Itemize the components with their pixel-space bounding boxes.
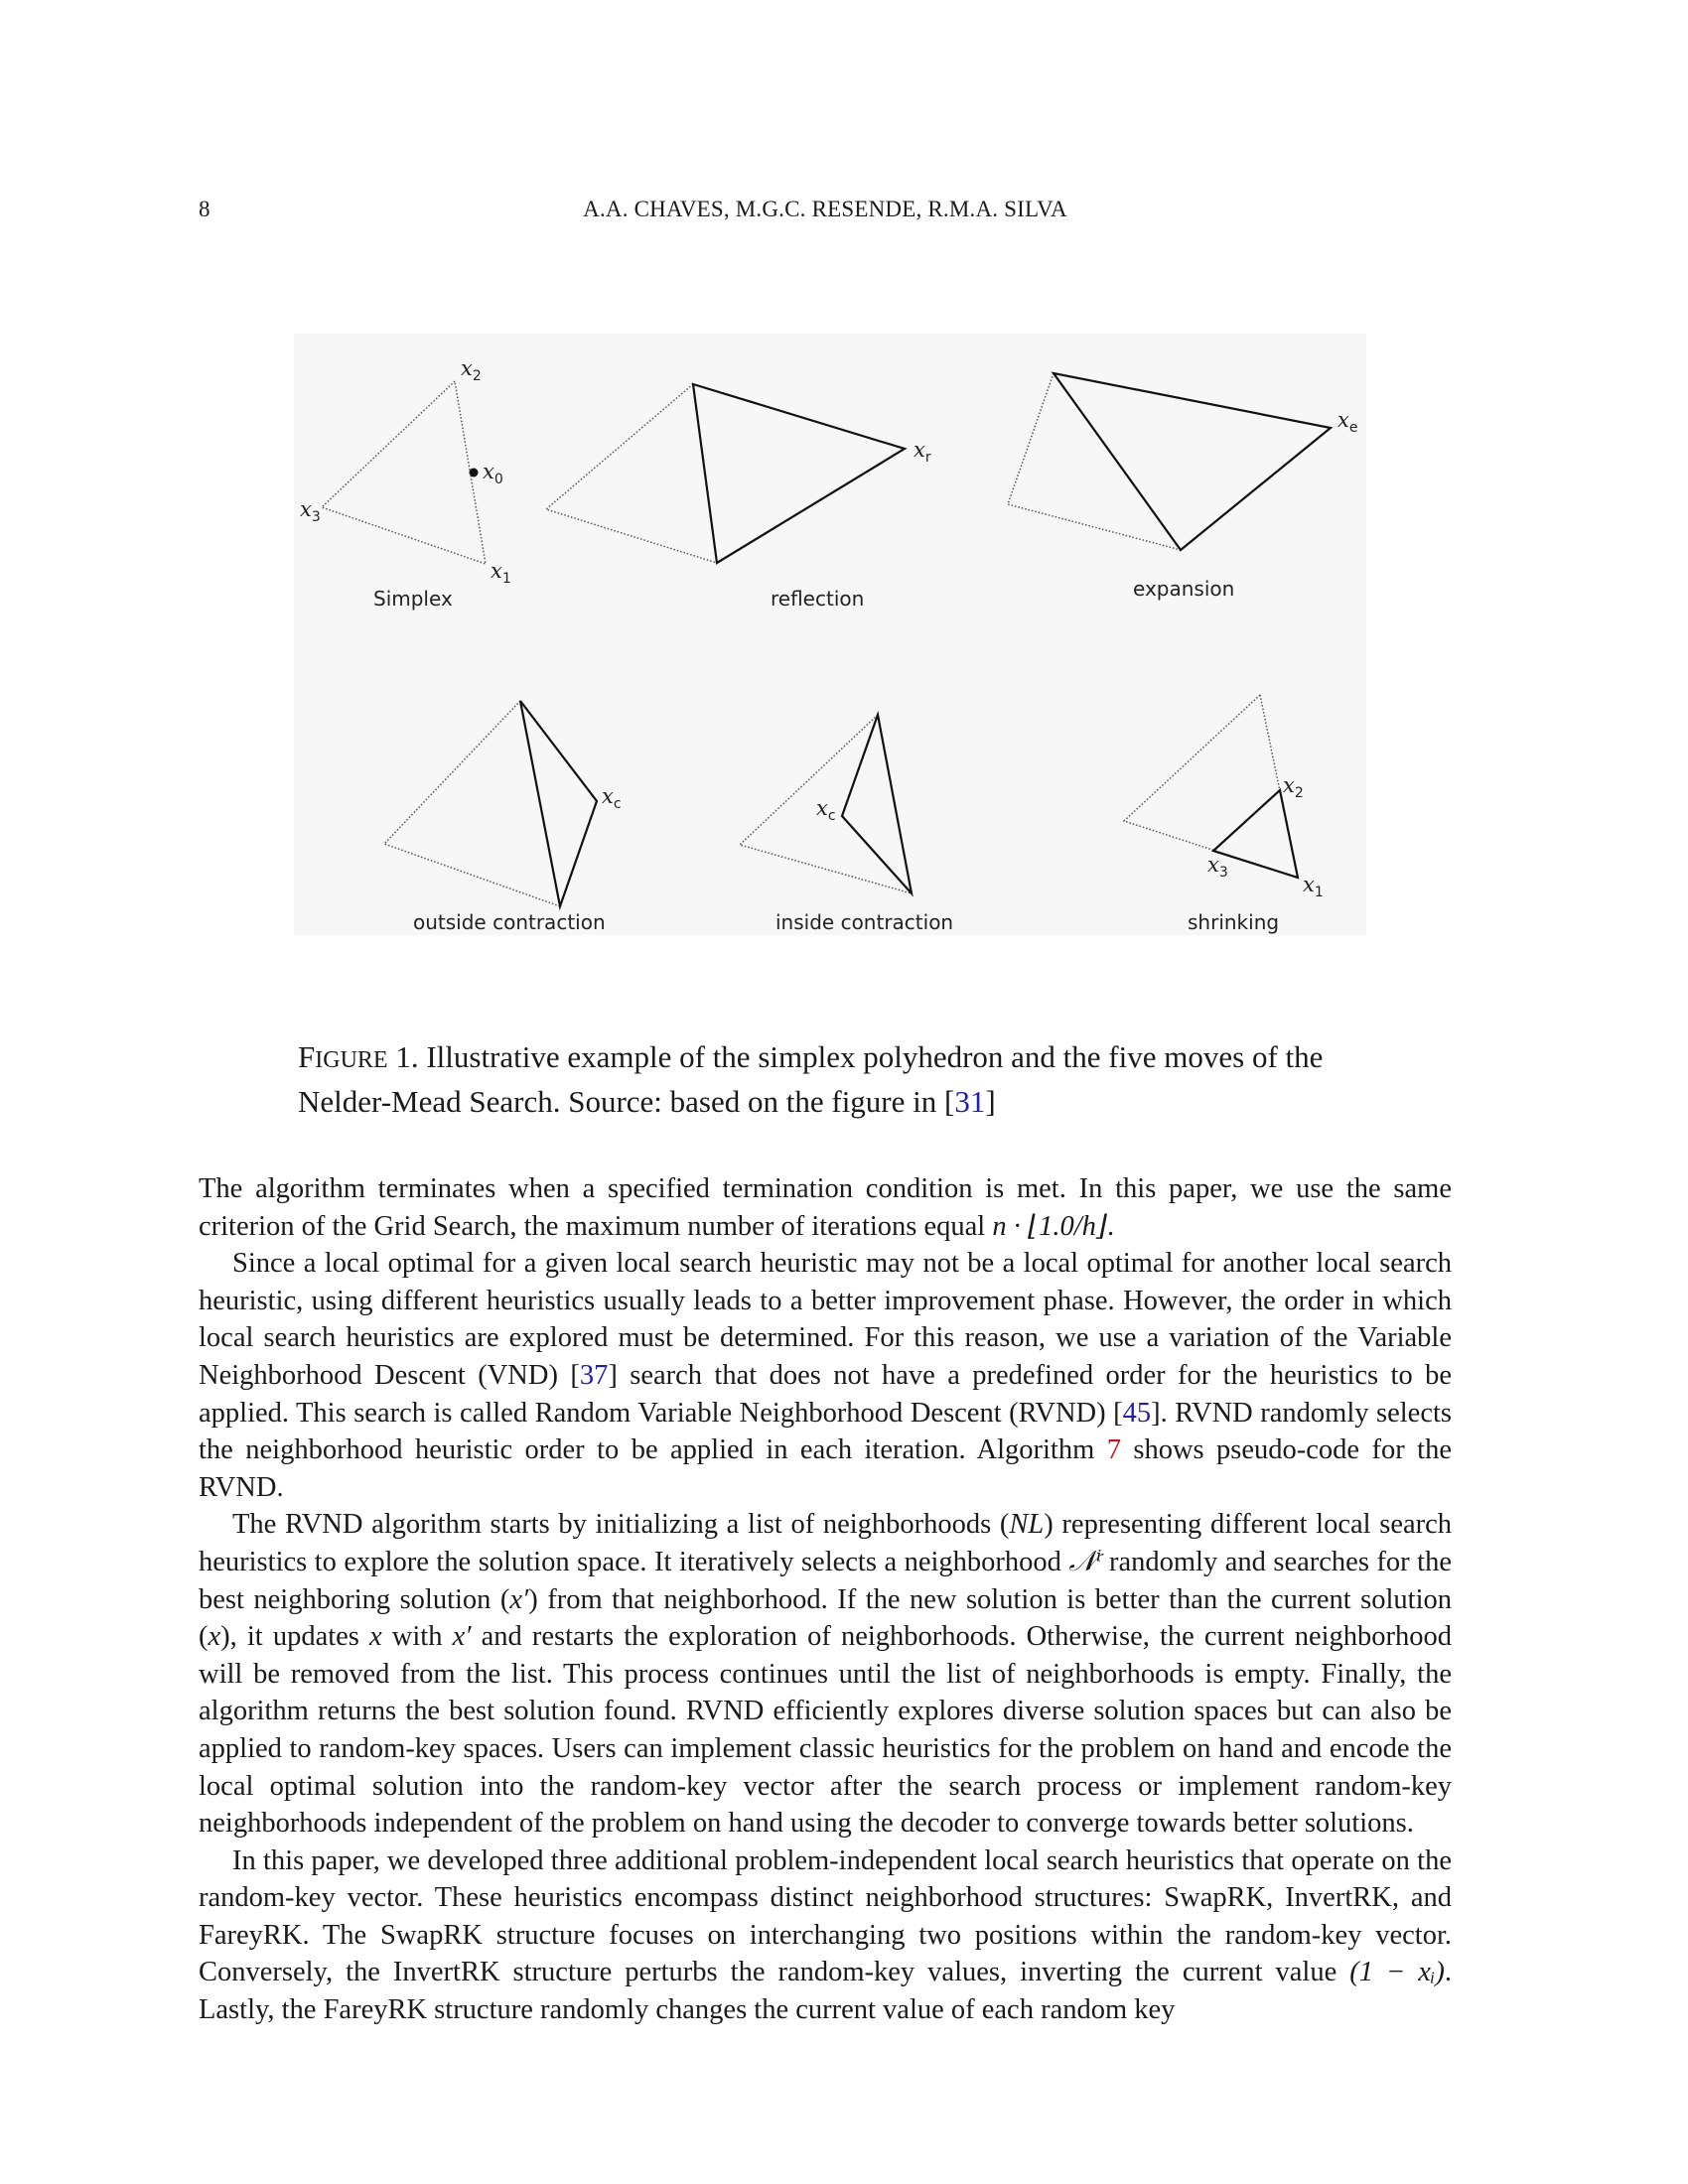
vertex-label-x1: $x_1$ xyxy=(1303,873,1324,900)
paragraph xyxy=(199,1843,1452,2029)
panel-expansion xyxy=(1008,373,1357,601)
panel-label: outside contraction xyxy=(413,910,606,934)
algorithm-ref-link[interactable]: 7 xyxy=(1106,1434,1121,1466)
running-head: A.A. CHAVES, M.G.C. RESENDE, R.M.A. SILVA xyxy=(583,197,1067,221)
figure-caption xyxy=(298,1036,1370,1122)
vertex-label-xe: $x_e$ xyxy=(1337,408,1358,436)
centroid-dot xyxy=(470,469,479,478)
simplex-triangle xyxy=(322,381,486,564)
text-run: ) representing different local search heuristics to explore the solution space. It iteratively selects a neighborhood xyxy=(199,1509,1453,1577)
panel-label: inside contraction xyxy=(775,910,954,934)
body-text xyxy=(199,1170,1452,2029)
math-inline: x′ xyxy=(509,1583,529,1615)
citation-link[interactable]: 31 xyxy=(954,1084,986,1119)
math-inline: x xyxy=(369,1621,382,1653)
dotted-edges xyxy=(1124,695,1298,878)
text-run: with xyxy=(381,1621,453,1653)
panel-simplex xyxy=(300,356,511,611)
caption-text: Illustrative example of the simplex polyhedron and the five moves of the Nelder-Mead Search. Source: based on the figure in [ xyxy=(298,1039,1324,1119)
page-number: 8 xyxy=(199,197,211,221)
vertex-label-x2: $x_2$ xyxy=(461,356,482,384)
panel-shrinking xyxy=(1124,695,1324,934)
nelder-mead-figure xyxy=(294,334,1366,935)
vertex-label-x1: $x_1$ xyxy=(491,559,511,587)
text-run: ]. RVND randomly selects the neighborhood heuristic order to be applied in each iteration. Algorithm xyxy=(199,1397,1452,1466)
vertex-label-xc: $x_c$ xyxy=(602,784,622,812)
text-run: randomly and searches for the best neighboring solution ( xyxy=(199,1546,1452,1615)
citation-link[interactable]: 37 xyxy=(579,1359,609,1391)
panel-label: shrinking xyxy=(1188,910,1280,934)
math-inline: x′ xyxy=(452,1621,472,1653)
dotted-edges xyxy=(546,384,717,563)
math-inline: 𝒩ⁱ xyxy=(1068,1546,1102,1577)
panel-label: Simplex xyxy=(373,587,453,611)
text-run: The RVND algorithm starts by initializing a list of neighborhoods ( xyxy=(232,1509,1010,1541)
panel-inside-contraction xyxy=(740,715,953,934)
text-run: ), it updates xyxy=(220,1621,370,1653)
caption-closing: ] xyxy=(985,1084,996,1119)
figure-word: FIGURE xyxy=(298,1039,388,1074)
text-run: Since a local optimal for a given local search heuristic may not be a local optimal for another local search heuristic, using different heuristics usually leads to a better improvement phase. However, the order in which local search heuristics are explored must be determined. For this reason, we use a variation of the Variable Neighborhood Descent (VND) [ xyxy=(199,1248,1452,1391)
expanded-triangle xyxy=(1054,373,1331,550)
text-run: In this paper, we developed three additional problem-independent local search heuristics that operate on the random-key vector. These heuristics encompass distinct neighborhood structures: SwapRK, InvertRK, and FareyRK. The SwapRK structure focuses on interchanging two positions within the random-key vector. Conversely, the InvertRK structure perturbs the random-key values, inverting the current value xyxy=(199,1844,1452,1988)
page-header xyxy=(199,197,1452,230)
vertex-label-x2: $x_2$ xyxy=(1283,773,1304,801)
text-run: . Lastly, the FareyRK structure randomly changes the current value of each random key xyxy=(199,1957,1452,2026)
panel-reflection xyxy=(546,384,931,611)
math-inline: NL xyxy=(1009,1509,1045,1541)
text-run: and restarts the exploration of neighborhoods. Otherwise, the current neighborhood will be removed from the list. This process continues until the list of neighborhoods is empty. Finally, the algorithm returns the best solution found. RVND efficiently explores diverse solution spaces but can also be applied to random-key spaces. Users can implement classic heuristics for the problem on hand and encode the local optimal solution into the random-key vector after the search process or implement random-key neighborhoods independent of the problem on hand using the decoder to converge towards better solutions. xyxy=(199,1621,1453,1840)
citation-link[interactable]: 45 xyxy=(1122,1397,1152,1429)
vertex-label-x3: $x_3$ xyxy=(1207,853,1228,881)
panel-label: reflection xyxy=(771,587,865,611)
vertex-label-xc-inside: $x_c$ xyxy=(816,796,836,824)
math-inline: (1 − xᵢ) xyxy=(1349,1957,1445,1988)
text-run: ) from that neighborhood. If the new solution is better than the current solution ( xyxy=(199,1583,1452,1653)
panel-label: expansion xyxy=(1133,577,1235,601)
text-run: ] search that does not have a predefined order for the heuristics to be applied. This search is called Random Variable Neighborhood Descent (RVND) [ xyxy=(199,1359,1452,1429)
reflected-triangle xyxy=(693,384,905,563)
math-inline: x xyxy=(208,1621,221,1653)
dotted-edges xyxy=(384,701,560,906)
text-run: shows pseudo-code for the RVND. xyxy=(199,1434,1452,1503)
outside-contraction-triangle xyxy=(520,701,597,906)
vertex-label-xr: $x_r$ xyxy=(914,438,931,466)
vertex-label-x3: $x_3$ xyxy=(300,497,321,525)
math-inline: n · ⌊1.0/h⌋ xyxy=(992,1210,1107,1242)
figure-drawing xyxy=(294,334,1366,935)
inside-contraction-triangle xyxy=(842,715,912,893)
dotted-edges xyxy=(1008,373,1181,550)
vertex-label-x0: $x_0$ xyxy=(483,460,503,487)
text-run: The algorithm terminates when a specified termination condition is met. In this paper, we use the same criterion of the Grid Search, the maximum number of iterations equal xyxy=(199,1173,1452,1242)
panel-outside-contraction xyxy=(384,701,622,934)
paragraph xyxy=(199,1245,1452,1506)
figure-number: 1. xyxy=(395,1039,419,1074)
text-run: . xyxy=(1107,1210,1115,1242)
paragraph xyxy=(199,1506,1452,1842)
paragraph xyxy=(199,1170,1452,1245)
